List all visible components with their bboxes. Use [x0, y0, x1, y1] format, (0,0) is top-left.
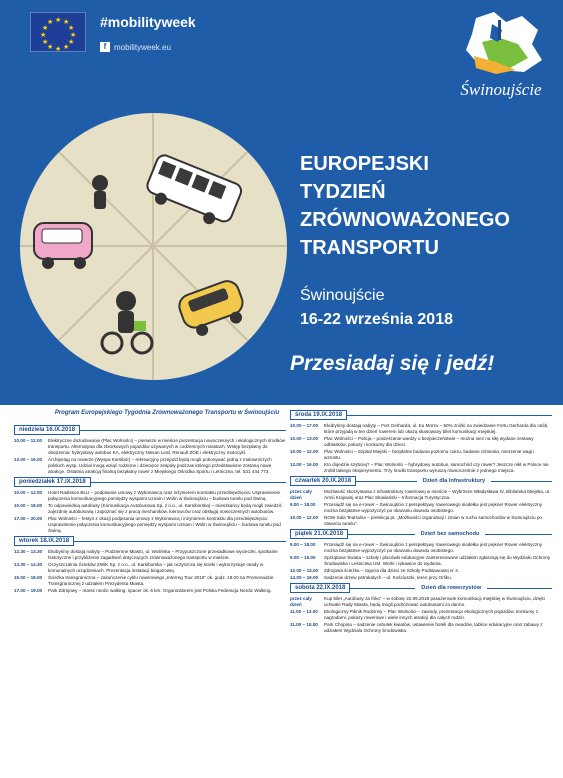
- program-entry: [290, 596, 552, 608]
- entry-description: Park Chopina – sadzenie cebulek kwiatów, ustawienie hoteli dla owadów, tablice edukacyjne oraz zabawy z udziałem Wydziału Ochrony Środowiska.: [324, 622, 543, 633]
- title-line-3: ZRÓWNOWAŻONEGO: [300, 209, 510, 231]
- program-entry: [14, 457, 286, 475]
- day-theme: Dzień dla rowerzystów: [421, 585, 482, 591]
- entry-description: To odpowiednią autobusy (Komunikacja Autobusowa Sp. z o.o., ul. Karsiborska) – mieszkańcy będą mogli zwiedzić zajezdnię autobusową i zapoznać się z pracą mechaników, kierowców oraz obsługą nowoczesnych autobusów.: [48, 503, 282, 514]
- day-label: niedziela 16.IX.2018: [14, 425, 80, 435]
- entry-description: Archipelag na rowerze (Wyspa Karsibór) – rekreacyjny przejazd będą mogli pokonywać jedną z malowniczych polskich wysp. Udział mogą wziąć rodzinne i dziecięce zespoły podczas którego przedstawione zostaną nowe atrakcje. Ostatnia atrakcją finalną bezpłatny rower z Miejskiego Ośrodka Sportu i Letniczna, tel. 531 444 773.: [48, 457, 272, 474]
- day-header: [290, 476, 552, 486]
- entry-description: Plac Wolności – festyn z okazji podpisania umowy z Wykonawcą i inżynierem kontraktu dla przedsięwzięcia: Usprawnienie połączenia komunikacyjnego pomiędzy wyspami Uznam i Wolin w Świnoujściu – budowa tunelu pod Świną.: [48, 516, 281, 533]
- day-label: piątek 21.IX.2018: [290, 529, 348, 539]
- program-entry: [290, 462, 552, 474]
- entry-time: przez cały dzień: [290, 596, 312, 607]
- entry-description: Zdrojowa ścieżka – zajęcia dla dzieci ze Szkoły Podstawowej nr 4.: [324, 568, 460, 573]
- program-entry: [14, 575, 286, 587]
- day-divider: [485, 534, 552, 535]
- entry-description: Oczyszczalnia Ścieków ZWiK Sp. z o.o., ul. Karsiborska – jak oczyszcza się ścieki i wykorzystuje osady w komunalnych urządzeniach. Prezentacja instalacji biogazowej.: [48, 562, 264, 573]
- program-entry: [290, 502, 552, 514]
- title-line-2: TYDZIEŃ: [300, 181, 386, 203]
- eu-flag-icon: ★ ★ ★ ★ ★ ★ ★ ★ ★ ★ ★ ★: [30, 12, 86, 52]
- entry-description: Ekobyśmy dostają nabyty – Fort Gerharda, ul. Ku Morzu – 50% zniżki na zwiedzanie Fortu Gerharda dla osób, które przyjadą w ten dzień rowerem lub okażą skasowany bilet komunikacji miejskiej.: [324, 423, 549, 434]
- illustration-circle: [20, 113, 287, 380]
- program-entry: [290, 423, 552, 435]
- entry-description: Sprzątanie Świata – szkoły i placówki edukacyjne zainteresowane udziałem zgłaszają się do Wydziału Ochrony Środowiska i Leśnictwa UM. Worki i rękawice do wydania.: [324, 555, 551, 566]
- car-icon: [34, 223, 92, 269]
- entry-description: NOW Sala Teatralna – prelekcja pt. „Możliwości organizacji i zmian w ruchu samochodów w Świnoujściu po otwarciu tunelu”.: [324, 515, 542, 526]
- program-entry: [290, 555, 552, 567]
- program-entry: [290, 449, 552, 461]
- program-column-left: [14, 423, 286, 595]
- entry-description: Elektryczne dożodowanie (Plac Wolności) – pierwsze w mieście prezentacja nowoczesnych i ekologicznych środków transportu. Alternatywa dla zbiorkowych pojazdów używanych w codziennych miastach. Wstęp bezpłatny do obejrzenia: hybrydowy autobus KA, elektryczny Nissan Leaf, Renault ZOE i elektryczny motocykl.: [48, 438, 286, 455]
- entry-time: 11.00 – 13.00: [290, 609, 318, 614]
- program-entry: [14, 438, 286, 456]
- entry-time: 17.00 – 20.00: [14, 516, 43, 521]
- city-logo-name: Świnoujście: [460, 80, 542, 99]
- entry-time: 9.00 – 15.00: [290, 555, 316, 560]
- program-entry: [290, 436, 552, 448]
- program-entry: [290, 575, 552, 581]
- program-entry: [290, 622, 552, 634]
- mobilityweek-logo: #mobilityweek: [100, 14, 196, 30]
- entry-time: 12.30 – 13.30: [14, 549, 43, 554]
- day-divider: [356, 481, 417, 482]
- entry-time: 17.00 – 19.00: [14, 588, 43, 593]
- mobilityweek-social: [100, 42, 260, 52]
- day-divider: [491, 481, 552, 482]
- entry-time: 11.00 – 15.00: [290, 622, 318, 627]
- day-divider: [347, 415, 552, 416]
- mobilityweek-url: mobilityweek.eu: [114, 42, 171, 52]
- entry-time: 13.00 – 16.00: [14, 457, 43, 462]
- entry-description: Ekologiczny Piknik Rodzinny – Plac Wolności – zawody, prezentacja ekologicznych pojazdów, konkursy z nagrodami, pokazy rowerowe i wiele innych atrakcji dla całych rodzin.: [324, 609, 539, 620]
- program-entry: [290, 609, 552, 621]
- day-header: [14, 477, 286, 487]
- entry-time: 10.00 – 17.00: [290, 423, 319, 428]
- entry-description: Kup bilet „Autobusy za friko” – w sobotę 22.09.2018 pasażerowie komunikacji miejskiej w Świnoujściu, dzięki uchwale Rady Miasta, będą mogli podróżować autobusami za darmo.: [324, 596, 545, 607]
- entry-time: 10.00 – 18.00: [14, 503, 43, 508]
- event-dates: 16-22 września 2018: [300, 311, 453, 328]
- entry-description: Plac Wolności – Szpital Miejski – bezpłatne badania poziomu cukru, badanie ciśnienia, mierzenie wagi i wzrostu.: [324, 449, 535, 460]
- transport-illustration: [20, 113, 287, 380]
- day-label: poniedziałek 17.IX.2018: [14, 477, 91, 487]
- day-divider: [74, 541, 286, 542]
- program-entry: [14, 516, 286, 534]
- entry-description: Możliwość skorzystania z infrastruktury rowerowej w mieście – Wybrzeże Władysława IV, Biblioteka Miejska, ul. Armii Krajowej oraz Plac Słowiański – Informacja Turystyczna.: [324, 489, 551, 500]
- program-entry: [14, 549, 286, 561]
- program-entry: [14, 490, 286, 502]
- day-theme: Dzień bez samochodu: [420, 531, 480, 537]
- entry-description: Przesiądź się na e-rower – Świnoujście z perspektywy rowerowego siodełka jest piękne! Rower elektryczny można bezpłatnie wypożyczyć po okazaniu dowodu osobistego.: [324, 542, 543, 553]
- day-divider: [348, 534, 415, 535]
- day-divider: [487, 588, 552, 589]
- entry-time: 10.00 – 12.00: [290, 515, 319, 520]
- day-header: [14, 536, 286, 546]
- entry-description: Przesiądź się na e-rower – Świnoujście z perspektywy rowerowego siodełka jest piękne! Rower elektryczny można bezpłatnie wypożyczyć po okazaniu dowodu osobistego.: [324, 502, 543, 513]
- program-entry: [290, 568, 552, 574]
- event-title: [300, 150, 540, 262]
- slogan: Przesiadaj się i jedź!: [290, 352, 495, 375]
- entry-time: 10.00 – 12.00: [290, 449, 319, 454]
- entry-time: 10.00 – 12.00: [14, 490, 43, 495]
- entry-time: przez cały dzień: [290, 489, 312, 500]
- day-label: wtorek 18.IX.2018: [14, 536, 74, 546]
- day-header: [290, 410, 552, 420]
- program-column-right: [290, 408, 552, 635]
- day-theme: Dzień dla Infrastruktury: [422, 478, 486, 484]
- program-entry: [14, 588, 286, 594]
- bus-icon: [142, 153, 243, 231]
- cyclist-icon: [102, 291, 152, 353]
- day-label: czwartek 20.IX.2018: [290, 476, 356, 486]
- entry-time: 15.00 – 18.00: [14, 575, 43, 580]
- pedestrian-icon: [92, 175, 108, 209]
- event-city: Świnoujście: [300, 287, 385, 304]
- entry-description: Ekobyśmy dostają nabyty – Podziemne Miasto, ul. Wolińska – Przypuszczone przesadkowe wycieczki, spotkanie historyczne i przybliżenie zagadnień dotyczących zrównoważonego transportu w mieście.: [48, 549, 278, 560]
- program-title: Program Europejskiego Tygodnia Zrównoważonego Transportu w Świnoujściu: [54, 410, 280, 416]
- entry-time: 12.00 – 14.00: [290, 568, 319, 573]
- entry-description: Hotel Radisson BLU – podpisanie umowy z Wykonawcą oraz inżynierem kontraktu przedsięwzięcia: Usprawnienie połączenia komunikacyjnego pomiędzy wyspami Uznam i Wolin w Świnoujściu – budowa tunelu pod Świną.: [48, 490, 281, 501]
- day-header: [290, 529, 552, 539]
- program-entry: [290, 489, 552, 501]
- entry-time: 10.00 – 13.00: [290, 436, 319, 441]
- entry-description: Ścieżka transgraniczna – zakończenie cyklu rowerowego „Interreg Tour 2018” ok. godz. 18.00 na Promenadzie Transgranicznej z udziałem Prezydenta Miasta.: [48, 575, 274, 586]
- entry-description: Plac Wolności – Policja – poszerzanie wiedzy o bezpieczeństwie – można nieć na siłę wydane zestawy odblasków, pokazy i konkursy dla dzieci.: [324, 436, 534, 447]
- entry-description: Kto dojedzie szybciej? – Plac Wolności – hybrydowy autobus, samochód czy rower? Jeszcze nikt w Polsce nie zrobił takiego eksperymentu. Trzy środki transportu wyruszą równocześnie z jednego miejsca.: [324, 462, 549, 473]
- day-divider: [80, 430, 286, 431]
- day-header: [290, 583, 552, 593]
- entry-time: 9.00 – 18.00: [290, 502, 316, 507]
- entry-time: 13.00 – 16.00: [290, 462, 319, 467]
- program-entry: [14, 503, 286, 515]
- day-label: środa 19.IX.2018: [290, 410, 347, 420]
- entry-time: 14.00 – 16.00: [290, 575, 319, 580]
- entry-time: 9.00 – 18.00: [290, 542, 316, 547]
- title-line-1: EUROPEJSKI: [300, 153, 429, 175]
- program-entry: [14, 562, 286, 574]
- day-label: sobota 22.IX.2018: [290, 583, 350, 593]
- entry-description: Sadzenie drzew pstrokatych – ul. Kościuszki, teren przy Orliku.: [324, 575, 452, 580]
- entry-time: 13.30 – 14.30: [14, 562, 43, 567]
- day-divider: [91, 482, 286, 483]
- facebook-icon: f: [100, 42, 110, 52]
- entry-time: 10.00 – 12.00: [14, 438, 43, 443]
- program-entry: [290, 515, 552, 527]
- program-entry: [290, 542, 552, 554]
- entry-description: Park Zdrojowy – marsz nordic walking, spacer ok. 5 km. Organizatorem jest Polska Federacja Nordic Walking.: [48, 588, 272, 593]
- program-section: [0, 405, 563, 778]
- day-divider: [350, 588, 415, 589]
- day-header: [14, 425, 286, 435]
- title-line-4: TRANSPORTU: [300, 237, 439, 259]
